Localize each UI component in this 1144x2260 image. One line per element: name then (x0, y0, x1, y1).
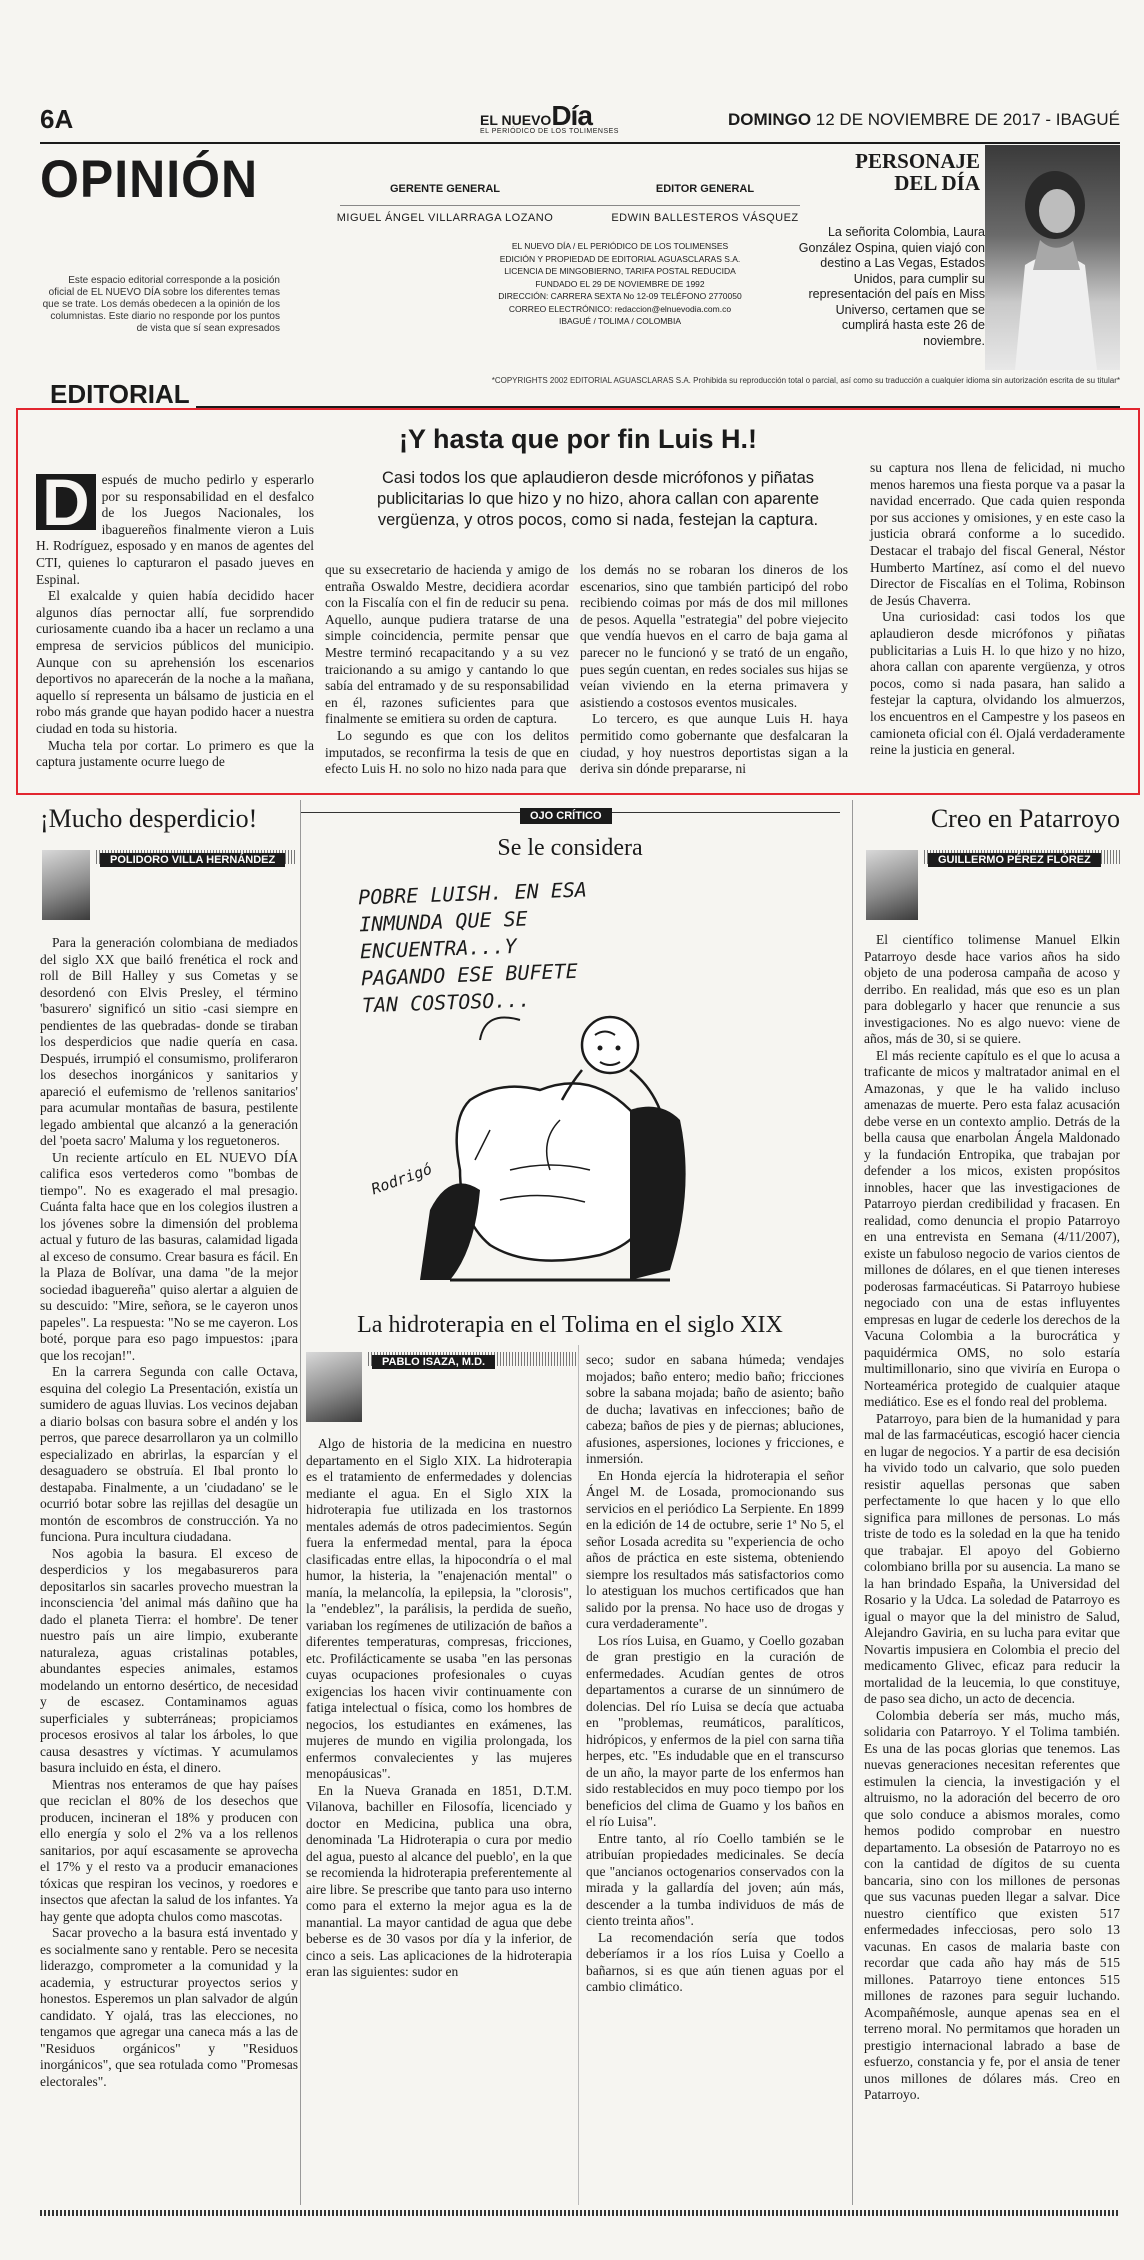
left-paragraph: Para la generación colombiana de mediados del siglo XX que bailó frenética el rock and roll de Bill Halley y sus Cometas y se desordenó con Elvis Presley, el término 'basurero' significó un sitio -casi siempre en pendientes de las quebradas- donde se tiraban los desperdicios que nadie quería en casa. Después, irrumpió el consumismo, proliferaron los desechos inorgánicos y sanitarios y apareció el eufemismo de 'rellenos sanitarios' para acumular montañas de basura, pestilente legado ambiental que alcanzó a la generación del 'poeta sacro' Maluma y los reguetoneros. (40, 935, 298, 1148)
right-column-body (864, 932, 1120, 2104)
copyright-notice: *COPYRIGHTS 2002 EDITORIAL AGUASCLARAS S.A. Prohibida su reproducción total o parcial, así como su traducción a cualquier idioma sin autorización escrita de su titular* (491, 376, 1120, 385)
date-rest: 12 DE NOVIEMBRE DE 2017 - IBAGUÉ (815, 110, 1120, 129)
left-paragraph: Un reciente artículo en EL NUEVO DÍA califica esos vertederos como "bombas de tiempo". No es exagerado el mal presagio. Cuánta falta hace que en los colegios ilustren a los jóvenes sobre la dimensión del problema actual y futuro de las basuras, calamidad ligada al exceso de consumo. Crear basura es fácil. En la Plaza de Bolívar, una dama "de la mejor sociedad ibaguereña" quiso alertar a alguien de su descuido: "Mire, señora, se le cayeron unos papeles". La respuesta: "No se me cayeron. Los boté, porque para eso pago impuestos: ¡para que los recojan!". (40, 1149, 298, 1363)
right-paragraph: El científico tolimense Manuel Elkin Patarroyo desde hace varios años ha sido objeto de una poderosa campaña de acoso y derribo. En realidad, más que eso es un plan para doblegarlo y hacer que renuncie a sus investigaciones. No es algo nuevo: viene de años, más de 30, si se quiere. (864, 932, 1120, 1046)
dateline (728, 110, 1120, 130)
cartoon-drawing (300, 870, 840, 1300)
hidroterapia-column-1 (306, 1436, 572, 1981)
column-divider (300, 800, 301, 2205)
left-paragraph: Nos agobia la basura. El exceso de desperdicios y los megabasureros para depositarlos sin sacarles provecho muestran la inconsciencia 'del animal más dañino que ha dado el planeta Tierra: el hombre'. De tener nuestro país un aire limpio, exuberante naturaleza, aguas cristalinas potables, abundantes especies animales, estamos modelando un entorno desértico, de necesidad y de escasez. Contaminamos aguas superficiales y subterráneas; propiciamos procesos erosivos al talar los árboles, lo que causa desastres y víctimas. Y acumulamos basura incluido en ésta, el dinero. (40, 1545, 298, 1775)
editorial-paragraph: Mucha tela por cortar. Lo primero es que la captura justamente ocurre luego de (36, 737, 314, 770)
logo-tagline: EL PERIÓDICO DE LOS TOLIMENSES (480, 128, 619, 135)
columnist-photo-right (866, 850, 918, 920)
editorial-cartoon (300, 870, 840, 1300)
byline-right-wrap (928, 850, 1101, 868)
newspaper-logo (480, 100, 619, 135)
kicker-wrap (520, 806, 612, 824)
personaje-photo (985, 145, 1120, 370)
editorial-column-2 (325, 562, 569, 778)
gerente-name: MIGUEL ÁNGEL VILLARRAGA LOZANO (336, 212, 554, 224)
section-title: OPINIÓN (40, 149, 259, 209)
byline-right: GUILLERMO PÉREZ FLÓREZ (928, 853, 1101, 867)
impressum-line: CORREO ELECTRÓNICO: redaccion@elnuevodia.com.co (508, 303, 732, 314)
hidroterapia-column-2 (586, 1352, 844, 1996)
editor-label: EDITOR GENERAL (655, 183, 755, 195)
editorial-paragraph: que su exsecretario de hacienda y amigo de entraña Oswaldo Mestre, decidiera acordar con la Fiscalía con el fin de reducir su pena. Aquello, aunque pudiera tratarse de una simple coincidencia, permite pensar que Mestre terminó recapacitando y a su vez traicionando a su amigo y cantando lo que sabía del entramado y de su responsabilidad en él, razones suficientes para que finalmente se emitiera su orden de captura. (325, 562, 569, 727)
editorial-column-3 (580, 562, 848, 778)
left-column-title: ¡Mucho desperdicio! (40, 804, 258, 833)
cartoon-caption: POBRE LUISH. EN ESA INMUNDA QUE SE ENCUENTRA...Y PAGANDO ESE BUFETE TAN COSTOSO... (357, 877, 588, 1018)
left-paragraph: En la carrera Segunda con calle Octava, esquina del colegio La Presentación, existía un sumidero de aguas lluvias. Los vecinos dejaban a diario bolsas con basura sobre el andén y los perros, que parece desarrollaron ya un colmillo especializado en abrirlas, la esparcían y el desaguadero se obstruía. El Ibal pronto lo destapaba. Finalmente, a un 'ciudadano' se le ocurrió botar sobre las rejillas del desagüe un montón de escombros de construcción. Ya no funciona. Pura incultura ciudadana. (40, 1364, 298, 1544)
editorial-column-4 (870, 460, 1125, 759)
logo-small: EL NUEVO (480, 112, 552, 128)
top-bar (40, 100, 1120, 144)
editorial-title: ¡Y hasta que por fin Luis H.! (398, 424, 758, 454)
impressum-line: DIRECCIÓN: CARRERA SEXTA No 12-09 TELÉFONO 2770050 (498, 291, 742, 301)
editorial-paragraph: Lo tercero, es que aunque Luis H. haya permitido como gobernante que desfalcaran la ciudad, y hoy nuestros deportistas sigan a la deriva sin dónde prepararse, ni (580, 711, 848, 777)
editorial-bar-label: EDITORIAL (40, 379, 196, 410)
left-column-body (40, 935, 298, 2090)
byline-left: POLIDORO VILLA HERNÁNDEZ (100, 853, 285, 867)
right-paragraph: Patarroyo, para bien de la humanidad y para mal de las farmacéuticas, escogió hacer ciencia en lugar de negocios. Y a partir de esa decisión ha vivido todo un calvario, que solo pueden resistir aquellas personas que saben perfectamente lo que hacen y lo que ello significa para millones de personas. Lo más triste de todo es la soledad en la que ha tenido que trabajar. El apoyo del Gobierno colombiano brilla por su ausencia. La mano se la han brindado España, la Universidad del Rosario y la Udca. La soledad de Patarroyo es igual o mayor que la del ministro de Salud, Alejandro Gaviria, en su lucha para evitar que Novartis impusiera en Colombia el precio del medicamento Glivec, eficaz para reducir la mortalidad de la leucemia, lo que constituye, de paso sea dicho, un acto de decencia. (864, 1410, 1120, 1706)
editorial-paragraph: El exalcalde y quien había decidido hacer algunos días pernoctar allí, fue sorprendido curiosamente cuando iba a hacer un reclamo a una empresa de servicios públicos del municipio. Aunque con su aprehensión los escenarios deportivos no aparecerán de la noche a la mañana, aquello sí representa un bálsamo de justicia en el robo más grande que hayan podido hacer a nuestra ciudad en toda su historia. (36, 588, 314, 736)
columnist-photo-left (42, 850, 90, 920)
ojo-critico-kicker: OJO CRÍTICO (520, 808, 612, 824)
hidroterapia-title: La hidroterapia en el Tolima en el siglo XIX (357, 1312, 783, 1338)
center-paragraph: En Honda ejercía la hidroterapia el señor Ángel M. de Losada, promocionando sus servicios en el periódico La Serpiente. En 1899 en la edición de 14 de octubre, serie 1ª No 5, el señor Losada acredita su "experiencia de ocho años de práctica en este sistema, obteniendo siempre los resultados más satisfactorios como lo atestiguan los muchos certificados que han salido por la prensa. No hace uso de drogas y cura verdaderamente". (586, 1467, 844, 1631)
center-paragraph: seco; sudor en sabana húmeda; vendajes mojados; baño entero; medio baño; fricciones sobre la sabana mojada; baño de asiento; baño de ducha; lavativas en infecciones; baño de cabeza; baños de pies y de piernas; abluciones, afusiones, aspersiones, lociones y fricciones, e inmersión. (586, 1352, 844, 1466)
editor-name: EDWIN BALLESTEROS VÁSQUEZ (611, 212, 799, 224)
editorial-paragraph: Lo segundo es que con los delitos imputados, se reconfirma la tesis de que en efecto Luis H. no solo no hizo nada para que (325, 727, 569, 777)
cartoon-signature: Rodrigó (368, 1159, 435, 1199)
personaje-title (780, 150, 980, 194)
column-divider (852, 800, 853, 2205)
cartoon-title: Se le considera (497, 835, 643, 861)
impressum-line: EDICIÓN Y PROPIEDAD DE EDITORIAL AGUASCLARAS S.A. (499, 253, 741, 264)
editorial-paragraph: Una curiosidad: casi todos los que aplaudieron desde micrófonos y piñatas publicitarias a Luis H. lo que hizo y no hizo, ahora callan con aparente vergüenza, y otros pocos, como si nada pasara, han salido a festejar la captura, olvidando los almuerzos, los encuentros en el Campestre y los paseos en camioneta oficial con él. Ojalá verdaderamente reine la justicia en general. (870, 609, 1125, 758)
columnist-photo-center (306, 1352, 362, 1422)
right-paragraph: Colombia debería ser más, mucho más, solidaria con Patarroyo. Y el Tolima también. Es una de las pocas glorias que tenemos. Las nuevas generaciones necesitan referentes que estimulen la ciencia, la investigación y el altruismo, no la adoración del becerro de oro que solo conduce a abismos morales, como hemos podido comprobar en nuestro departamento. La obsesión de Patarroyo no es con la cantidad de dígitos de su cuenta bancaria, sino con los millones de personas que sus vacunas pueden llegar a salvar. Dice nuestro científico que existen 517 enfermedades infecciosas, pero solo 13 vacunas. En casos de malaria baste con recordar que cada año hay más de 515 millones. Patarroyo tiene entonces 515 millones de razones para seguir luchando. Acompañémosle, aunque apenas sea en el terreno moral. No permitamos que horaden un prestigio internacional labrado a base de esfuerzo, constancia y fe, por el ansia de tener unos millones de dólares más. Creo en Patarroyo. (864, 1707, 1120, 2102)
editorial-deck: Casi todos los que aplaudieron desde micrófonos y piñatas publicitarias lo que hizo y no hizo, ahora callan con aparente vergüenza, y otros pocos, como si nada, festejan la captura. (376, 469, 820, 529)
right-column-title: Creo en Patarroyo (930, 804, 1120, 833)
center-paragraph: La recomendación sería que todos deberíamos ir a los ríos Luisa y Coello a bañarnos, si es que aún tienen aguas por el cambio climático. (586, 1929, 844, 1994)
personaje-title-line1: PERSONAJE (855, 149, 980, 173)
editorial-dropcap: D (36, 474, 96, 530)
column-divider (578, 1345, 579, 2205)
gerente-label: GERENTE GENERAL (389, 183, 500, 195)
editorial-paragraph: su captura nos llena de felicidad, ni mucho menos haremos una fiesta porque va a pasar la navidad encerrado. Que cada quien responda por sus acciones y omisiones, y en este caso la justicia obrará conforme a lo sucedido. Destacar el trabajo del fiscal General, Néstor Humberto Martínez, así como el del nuevo Director de Fiscalías en el Tolima, Robinson de Jesús Chaverra. (870, 460, 1125, 608)
impressum (470, 240, 770, 328)
personaje-title-line2: DEL DÍA (894, 171, 980, 195)
impressum-line: LICENCIA DE MINGOBIERNO, TARIFA POSTAL REDUCIDA (504, 266, 736, 276)
editorial-paragraph: los demás no se robaran los dineros de los escenarios, sino que también participó del robo recibiendo coimas por más de dos mil millones de pesos. Aquella "estrategia" del pobre viejecito que vendía huevos en el carro de baja gama al parecer no le funcionó y se trató de un engaño, pues según cuentan, en redes sociales sus hijas se veían viviendo en la eterna primavera y asistiendo a costosos eventos musicales. (580, 562, 848, 710)
center-paragraph: En la Nueva Granada en 1851, D.T.M. Vilanova, bachiller en Filosofía, licenciado y doctor en Medicina, publica una obra, denominada 'La Hidroterapia o cura por medio del agua, puesto al alcance del pueblo', en la que se recomienda la hidroterapia preferentemente al aire libre. Se prescribe que tanto para uso interno como para el externo la mejor agua es la de manantial. La mayor cantidad de agua que debe beberse es de 30 vasos por día y la inferior, de cinco a seis. Las aplicaciones de la hidroterapia eran las siguientes: sudor en (306, 1782, 572, 1979)
date-day: DOMINGO (727, 110, 812, 129)
impressum-line: IBAGUÉ / TOLIMA / COLOMBIA (558, 316, 682, 326)
editorial-disclaimer: Este espacio editorial corresponde a la posición oficial de EL NUEVO DÍA sobre los diferentes temas que se trate. Los demás obedecen a la opinión de los columnistas. Este diario no responde por los puntos de vista que sí sean expresados (42, 275, 280, 334)
left-paragraph: Mientras nos enteramos de que hay países que reciclan el 80% de los desechos que producen, incineran el 18% y producen con ello energía y solo el 2% va a los rellenos sanitarios, por aquí escasamente se aprovecha el 17% y el resto va a producir emanaciones tóxicas que respiran los vecinos, y roedores e insectos que afectan la salud de los infantes. Ya hay gente que adopta chulos como mascotas. (40, 1776, 298, 1924)
center-paragraph: Los ríos Luisa, en Guamo, y Coello gozaban de gran prestigio en la curación de enfermedades. Acudían gentes de otros departamentos a curarse de un sinnúmero de dolencias. Del río Luisa se decía que actuaba en "problemas, reumáticos, paralíticos, hidrópicos, y enfermos de la piel con sarna tiña herpes, etc. "Es indudable que en el transcurso de un año, la mayor parte de los enfermos han sido restablecidos en muy poco tiempo por los beneficios del clima de Guamo y los baños en el río Luisa". (586, 1632, 844, 1829)
editorial-column-1 (36, 465, 314, 771)
masthead-rule (340, 205, 800, 206)
right-paragraph: El más reciente capítulo es el que lo acusa a traficante de micos y maltratador animal en el Amazonas, y que le ha valido incluso amenazas de muerte. Pero esta falaz acusación debe verse en un contexto amplio. Detrás de la bella causa que enarbolan Ángela Maldonado y la fundación Entropika, que trabajan por defender a los micos, existen propósitos innobles, hacer que las investigaciones de Patarroyo pierdan credibilidad y fracasen. En realidad, como denuncia el propio Patarroyo en una entrevista en Semana (4/11/2007), existe un fabuloso negocio de varios cientos de millones de dólares, en el que tienen intereses poderosas farmacéuticas. Si Patarroyo hubiese negociado con una de estas influyentes empresas en lugar de cederle los derechos de la Vacuna Colombia a la burocrática y paquidérmica OMS, no solo estaría multimillonario, sino que viviría en Europa o Norteamérica protegido de cualquier ataque mediático. Ese es el fondo real del problema. (864, 1047, 1120, 1409)
page-number: 6A (40, 104, 74, 134)
impressum-line: FUNDADO EL 29 DE NOVIEMBRE DE 1992 (535, 278, 705, 289)
editorial-box (16, 408, 1140, 795)
bottom-rule (40, 2210, 1120, 2216)
center-paragraph: Entre tanto, al río Coello también se le atribuían propiedades medicinales. Se decía que "ancianos octogenarios conservados con la mirada y la gallardía del joven; aún más, descender a la tumba individuos de más de ciento treinta años". (586, 1830, 844, 1928)
byline-left-wrap (100, 850, 285, 868)
left-paragraph: Sacar provecho a la basura está inventado y es socialmente sano y rentable. Pero se necesita liderazgo, comprometer a la comunidad y la academia, y estructurar proyectos serios y honestos. Esperemos un plan salvador de algún candidato. Y ojalá, tras las elecciones, no tengamos que agregar una caneca más a las de "Residuos orgánicos" y "Residuos inorgánicos", que sea rotulada como "Promesas electorales". (40, 1925, 298, 2089)
editorial-lead: espués de mucho pedirlo y esperarlo por su responsabilidad en el desfalco de los Juegos Nacionales, los ibaguereños finalmente vieron a Luis H. Rodríguez, esposado y en manos de agentes del CTI, quienes lo capturaron el pasado jueves en Espinal. (36, 472, 314, 587)
center-paragraph: Algo de historia de la medicina en nuestro departamento en el Siglo XIX. La hidroterapia es el tratamiento de enfermedades y dolencias mediante el agua. En el Siglo XIX la hidroterapia fue utilizada en los trastornos mentales además de otros padecimientos. Según fuera la enfermedad mental, para la época clasificadas entre ellas, la hipocondría o el mal humor, la histeria, la "enajenación mental" o manía, la melancolía, la epilepsia, la "clorosis", la "endeblez", la parálisis, la perdida de sueño, variaban los regímenes de utilización de baños a diferentes temperaturas, compresas, fricciones, etc. Profilácticamente se usaba "en las personas cuyas ocupaciones profesionales o cuyas exigencias los hacen vivir continuamente con fatiga intelectual o física, como los hombres de negocios, los estudiantes en exámenes, las mujeres de mundo en vigilia prolongada, los enfermos convalecientes y las mujeres menopáusicas". (306, 1436, 572, 1781)
byline-center-wrap (372, 1352, 495, 1370)
byline-center: PABLO ISAZA, M.D. (372, 1355, 495, 1369)
impressum-line: EL NUEVO DÍA / EL PERIÓDICO DE LOS TOLIMENSES (511, 241, 729, 251)
personaje-text: La señorita Colombia, Laura González Ospina, quien viajó con destino a Las Vegas, Estados Unidos, para cumplir su representación del país en Miss Universo, certamen que se cumplirá hasta este 26 de noviembre. (798, 225, 985, 348)
logo-big: Día (551, 100, 592, 131)
